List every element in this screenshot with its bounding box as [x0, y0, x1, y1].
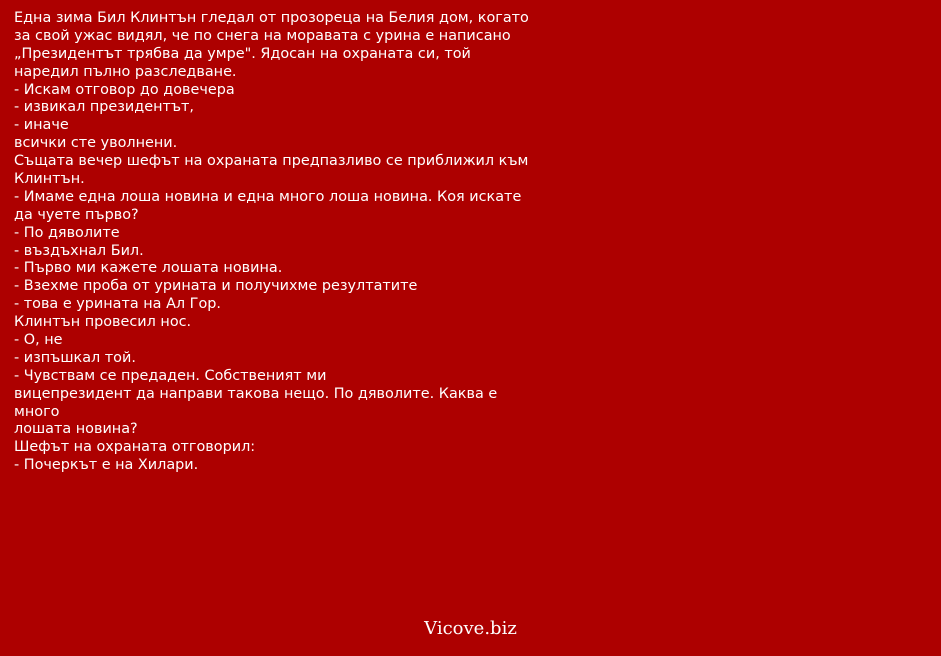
joke-line: - Искам отговор до довечера [14, 81, 235, 98]
joke-line: - По дяволите [14, 224, 120, 241]
joke-line: - Взехме проба от урината и получихме резултатите [14, 278, 418, 295]
joke-line: Клинтън провесил нос. [14, 314, 192, 331]
joke-line: всички сте уволнени. [14, 135, 178, 152]
joke-line: Една зима Бил Клинтън гледал от прозореца на Белия дом, когато [14, 10, 529, 26]
joke-line: Клинтън. [14, 171, 85, 188]
joke-line: Същата вечер шефът на охраната предпазливо се приближил към [14, 153, 529, 170]
joke-line: много [14, 403, 60, 420]
joke-line: - Чувствам се предаден. Собственият ми [14, 367, 327, 384]
joke-line: - Имаме една лоша новина и една много лоша новина. Коя искате [14, 188, 522, 205]
joke-line: - Почеркът е на Хилари. [14, 457, 199, 474]
joke-text [14, 10, 594, 475]
joke-line: наредил пълно разследване. [14, 63, 237, 80]
joke-line: да чуете първо? [14, 206, 139, 223]
joke-line: - това е урината на Ал Гор. [14, 296, 221, 313]
site-watermark: Vicove.biz [424, 618, 517, 639]
joke-line: - Първо ми кажете лошата новина. [14, 260, 283, 277]
joke-line: - извикал президентът, [14, 99, 195, 116]
joke-line: за свой ужас видял, че по снега на моравата с урина е написано [14, 27, 511, 44]
joke-line: - иначе [14, 117, 69, 134]
joke-line: - въздъхнал Бил. [14, 242, 144, 259]
joke-line: - изпъшкал той. [14, 349, 136, 366]
joke-line: - О, не [14, 332, 63, 349]
joke-line: „Президентът трябва да умре". Ядосан на охраната си, той [14, 45, 471, 62]
joke-line: вицепрезидент да направи такова нещо. По дяволите. Каква е [14, 385, 498, 402]
joke-line: лошата новина? [14, 421, 138, 438]
joke-line: Шефът на охраната отговорил: [14, 439, 256, 456]
